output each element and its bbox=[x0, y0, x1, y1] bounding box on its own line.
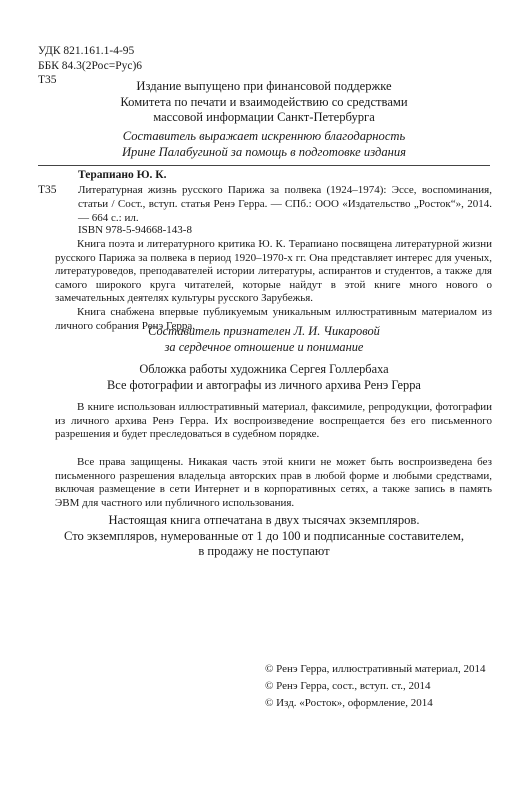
gratitude-line: Составитель признателен Л. И. Чикаровой bbox=[148, 324, 380, 338]
credit-line: Все фотографии и автографы из личного архива Ренэ Герра bbox=[107, 377, 421, 392]
edition-line: Сто экземпляров, нумерованные от 1 до 100 и подписанные составителем, bbox=[63, 528, 465, 543]
thanks-line: Ирине Палабугиной за помощь в подготовке издания bbox=[121, 144, 407, 159]
bibliographic-code: Т35 bbox=[38, 184, 57, 196]
annotation-paragraph: Книга поэта и литературного критика Ю. К. Терапиано посвящена литературной жизни русского Парижа за полвека в период 1920–1970-х гг. Она представляет интерес для ученых, литературоведов, преподавателей истории литературы, аспирантов и студентов, а также для самого широкого круга читателей, которые найдут в этой книге много нового о замечательных деятелях культуры русского Зарубежья. bbox=[55, 238, 492, 305]
gratitude-note bbox=[0, 324, 528, 355]
funding-line: массовой информации Санкт-Петербурга bbox=[153, 110, 375, 124]
annotation bbox=[55, 238, 492, 333]
copyright-line: © Изд. «Росток», оформление, 2014 bbox=[265, 697, 433, 709]
copyright-line: © Ренэ Герра, сост., вступ. ст., 2014 bbox=[265, 680, 431, 692]
funding-line: Издание выпущено при финансовой поддержке bbox=[136, 79, 392, 93]
bbk-code: ББК 84.3(2Рос=Рус)6 bbox=[38, 59, 143, 72]
udk-code: УДК 821.161.1-4-95 bbox=[38, 45, 135, 57]
cover-credits bbox=[0, 362, 528, 393]
compiler-thanks bbox=[0, 129, 528, 160]
annotation-paragraph: Книга снабжена впервые публикуемым уникальным иллюстративным материалом из личного собрания Ренэ Герра. bbox=[55, 305, 492, 332]
rights-notice bbox=[55, 456, 492, 510]
edition-info bbox=[0, 513, 528, 560]
rights-notice-text: Все права защищены. Никакая часть этой книги не может быть воспроизведена без письменного разрешения владельца авторских прав в любой форме и любыми средствами, включая размещение в сети Интернет и в корпоративных сетях, а также запись в память ЭВМ для частного или публичного использования. bbox=[55, 456, 492, 509]
isbn: ISBN 978-5-94668-143-8 bbox=[78, 224, 192, 236]
funding-line: Комитета по печати и взаимодействию со средствами bbox=[120, 94, 408, 109]
author-mark: Т35 bbox=[38, 74, 57, 86]
bibliographic-description bbox=[78, 183, 492, 225]
divider bbox=[38, 165, 490, 166]
copyright-line: © Ренэ Герра, иллюстративный материал, 2014 bbox=[265, 663, 486, 675]
author-heading: Терапиано Ю. К. bbox=[78, 169, 167, 181]
usage-notice-text: В книге использован иллюстративный материал, факсимиле, репродукции, фотографии из личного архива Ренэ Герра. Их воспроизведение воспрещается без его письменного разрешения и будет преследоваться в судебном порядке. bbox=[55, 401, 492, 441]
usage-notice bbox=[55, 401, 492, 442]
description-text: Литературная жизнь русского Парижа за полвека (1924–1974): Эссе, воспоминания, статьи / Сост., вступ. статья Ренэ Герра. — СПб.: ООО «Издательство „Росток“», 2014. — 664 с.: ил. bbox=[78, 184, 492, 224]
credit-line: Обложка работы художника Сергея Голлербаха bbox=[139, 362, 389, 376]
gratitude-line: за сердечное отношение и понимание bbox=[164, 339, 364, 354]
edition-line: в продажу не поступают bbox=[198, 544, 330, 559]
thanks-line: Составитель выражает искреннюю благодарность bbox=[122, 129, 406, 143]
edition-line: Настоящая книга отпечатана в двух тысячах экземпляров. bbox=[108, 513, 420, 527]
copyright-block bbox=[265, 661, 485, 712]
funding-statement bbox=[0, 79, 528, 126]
